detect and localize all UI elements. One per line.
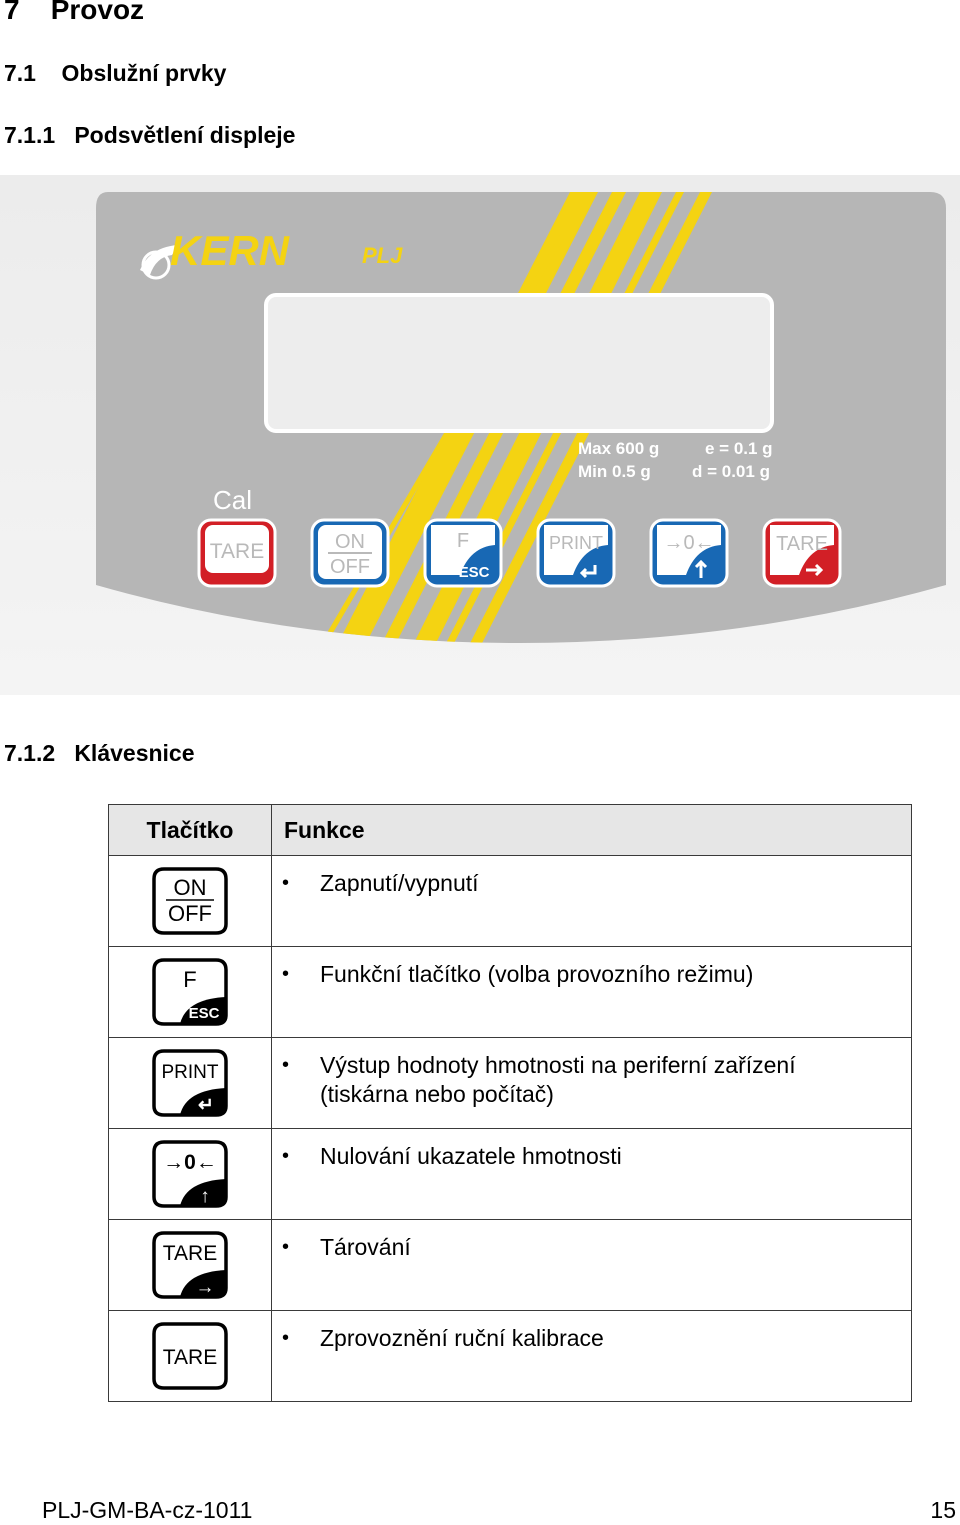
svg-text:PRINT: PRINT xyxy=(549,533,603,553)
key-cell xyxy=(109,1038,272,1129)
table-row xyxy=(109,1129,912,1220)
function-description: • Funkční tlačítko (volba provozního režimu) xyxy=(282,961,754,987)
svg-text:PLJ: PLJ xyxy=(362,243,403,268)
svg-text:OFF: OFF xyxy=(168,901,212,926)
page-number: 15 xyxy=(930,1497,956,1523)
on-off-key-icon xyxy=(150,866,230,936)
svg-text:TARE: TARE xyxy=(776,533,828,555)
svg-text:TARE: TARE xyxy=(162,1346,218,1369)
lcd-display xyxy=(266,295,772,431)
tare-cal-key-icon xyxy=(150,1321,230,1391)
subsubsection-title-display: 7.1.1 Podsvětlení displeje xyxy=(4,122,296,148)
svg-text:F: F xyxy=(183,967,197,992)
panel-key-f-esc xyxy=(425,520,501,586)
svg-text:F: F xyxy=(456,530,470,552)
svg-text:PRINT: PRINT xyxy=(161,1062,219,1083)
svg-text:ON: ON xyxy=(173,875,207,900)
cal-label: Cal xyxy=(213,485,253,515)
min-capacity-label: Min 0.5 g xyxy=(578,462,651,481)
table-header-row xyxy=(109,805,912,856)
svg-text:→0←: →0← xyxy=(163,1151,217,1174)
header-key: Tlačítko xyxy=(109,805,272,856)
svg-text:TARE: TARE xyxy=(209,540,265,563)
table-row xyxy=(109,1220,912,1311)
section-title: 7 Provoz xyxy=(4,0,145,25)
keyboard-function-table xyxy=(108,804,912,1402)
zero-key-icon xyxy=(150,1139,230,1209)
table-row xyxy=(109,856,912,947)
function-description: • Výstup hodnoty hmotnosti na periferní zařízení (tiskárna nebo počítač) xyxy=(282,1052,796,1107)
svg-text:→0←: →0← xyxy=(663,532,715,554)
svg-text:KERN: KERN xyxy=(170,227,290,274)
svg-text:↵: ↵ xyxy=(198,1095,214,1116)
function-description: • Zapnutí/vypnutí xyxy=(282,870,479,896)
function-description: • Tárování xyxy=(282,1234,411,1260)
panel-key-on-off xyxy=(312,520,388,586)
subsubsection-title-keyboard: 7.1.2 Klávesnice xyxy=(4,740,195,766)
key-cell xyxy=(109,947,272,1038)
function-description: • Nulování ukazatele hmotnosti xyxy=(282,1143,622,1169)
readability-label: d = 0.01 g xyxy=(692,462,770,481)
table-row xyxy=(109,947,912,1038)
svg-text:↑: ↑ xyxy=(200,1186,210,1207)
svg-text:ON: ON xyxy=(335,531,365,553)
header-function: Funkce xyxy=(272,805,912,856)
print-key-icon xyxy=(150,1048,230,1118)
svg-text:→: → xyxy=(195,1277,215,1298)
verification-interval-label: e = 0.1 g xyxy=(705,439,773,458)
key-cell xyxy=(109,856,272,947)
scale-control-panel-image xyxy=(0,175,960,695)
key-cell xyxy=(109,1311,272,1402)
svg-text:ESC: ESC xyxy=(458,564,490,581)
key-cell xyxy=(109,1220,272,1311)
svg-text:TARE: TARE xyxy=(162,1242,218,1265)
svg-text:ESC: ESC xyxy=(188,1005,220,1022)
table-row xyxy=(109,1038,912,1129)
function-description: • Zprovoznění ruční kalibrace xyxy=(282,1325,604,1351)
key-cell xyxy=(109,1129,272,1220)
svg-text:OFF: OFF xyxy=(330,556,370,578)
panel-key-zero xyxy=(651,520,727,586)
table-row xyxy=(109,1311,912,1402)
panel-key-print xyxy=(538,520,614,586)
max-capacity-label: Max 600 g xyxy=(578,439,660,458)
document-code: PLJ-GM-BA-cz-1011 xyxy=(42,1497,253,1523)
f-esc-key-icon xyxy=(150,957,230,1027)
panel-key-tare xyxy=(764,520,840,586)
panel-key-tare-cal xyxy=(199,520,275,586)
tare-key-icon xyxy=(150,1230,230,1300)
subsection-title: 7.1 Obslužní prvky xyxy=(4,60,227,86)
